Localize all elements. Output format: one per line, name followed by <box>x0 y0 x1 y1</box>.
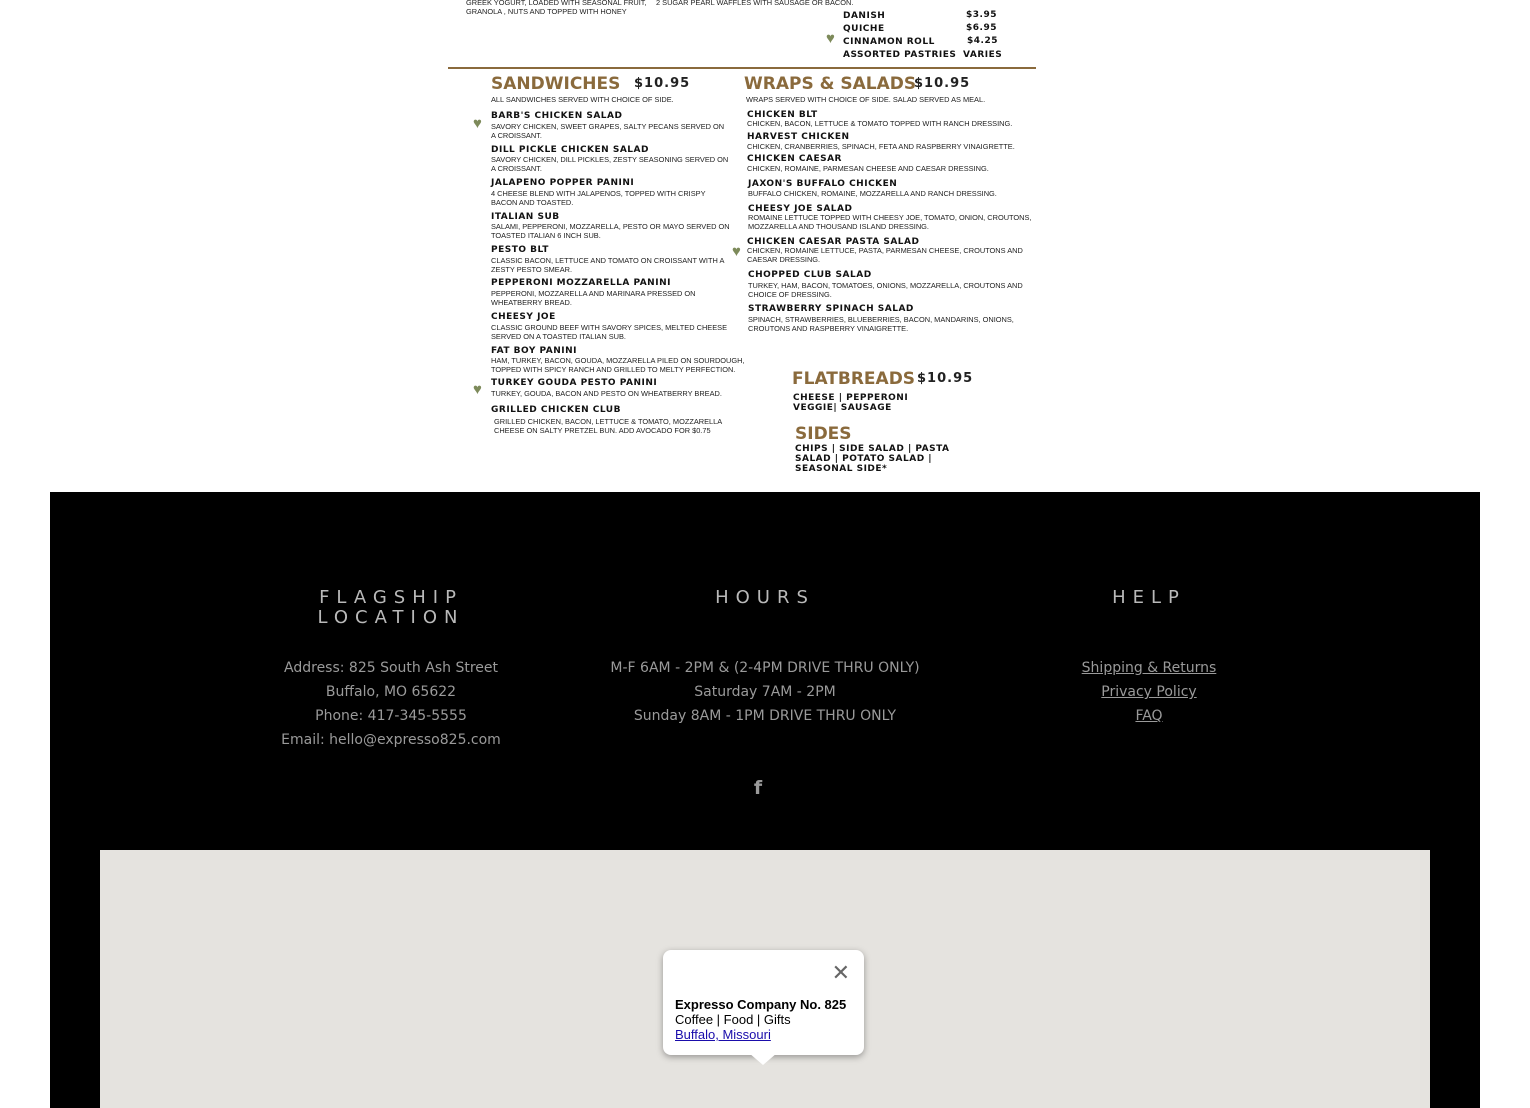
sides-options: SEASONAL SIDE* <box>795 464 888 474</box>
footer <box>50 492 1480 1108</box>
menu-item-desc: CHICKEN, ROMAINE, PARMESAN CHEESE AND CAESAR DRESSING. <box>747 164 989 173</box>
sides-options: SALAD | POTATO SALAD | <box>795 454 933 464</box>
map-info-window <box>663 950 864 1055</box>
menu-item-desc: CLASSIC BACON, LETTUCE AND TOMATO ON CROISSANT WITH A <box>491 256 725 265</box>
hours-title: HOURS <box>715 587 815 608</box>
pastry-price: $3.95 <box>966 10 997 20</box>
pastry-name: ASSORTED PASTRIES <box>843 50 957 60</box>
sandwiches-title: SANDWICHES <box>491 74 621 94</box>
menu-item-desc: SAVORY CHICKEN, SWEET GRAPES, SALTY PECANS SERVED ON <box>491 122 725 131</box>
menu-item-desc: TOPPED WITH SPICY RANCH AND GRILLED TO MELTY PERFECTION. <box>491 365 736 374</box>
help-column <box>999 588 1299 728</box>
heart-icon: ♥ <box>473 381 482 398</box>
sandwiches-note: ALL SANDWICHES SERVED WITH CHOICE OF SIDE. <box>491 95 674 104</box>
menu-item-desc: BUFFALO CHICKEN, ROMAINE, MOZZARELLA AND RANCH DRESSING. <box>748 189 997 198</box>
flatbreads-price: $10.95 <box>917 371 974 386</box>
shipping-returns-link[interactable]: Shipping & Returns <box>1081 660 1217 676</box>
menu-item-desc: A CROISSANT. <box>491 164 542 173</box>
pastry-name: CINNAMON ROLL <box>843 37 935 47</box>
pastry-name: DANISH <box>843 11 886 21</box>
breakfast-desc-line: GREEK YOGURT, LOADED WITH SEASONAL FRUIT, <box>466 0 647 7</box>
pastry-price: $4.25 <box>967 36 998 46</box>
menu-item-name: CHEESY JOE <box>491 312 556 322</box>
privacy-policy-link[interactable]: Privacy Policy <box>1101 684 1197 700</box>
menu-item-desc: CHEESE ON SALTY PRETZEL BUN. ADD AVOCADO FOR $0.75 <box>494 426 711 435</box>
facebook-icon[interactable]: f <box>753 777 763 799</box>
flatbreads-title: FLATBREADS <box>792 369 916 389</box>
hours-saturday: Saturday 7AM - 2PM <box>694 684 836 700</box>
menu-item-name: BARB'S CHICKEN SALAD <box>491 111 623 121</box>
menu-item-name: CHOPPED CLUB SALAD <box>748 270 872 280</box>
sides-title: SIDES <box>795 424 852 444</box>
hours-column <box>565 588 965 728</box>
menu-item-name: JALAPENO POPPER PANINI <box>491 178 635 188</box>
menu-item-desc: CHICKEN, BACON, LETTUCE & TOMATO TOPPED WITH RANCH DRESSING. <box>747 119 1013 128</box>
address-text: Address: 825 South Ash Street <box>284 660 498 676</box>
sides-options: CHIPS | SIDE SALAD | PASTA <box>795 444 950 454</box>
menu-item-desc: CHICKEN, CRANBERRIES, SPINACH, FETA AND RASPBERRY VINAIGRETTE. <box>747 142 1015 151</box>
flatbreads-options: CHEESE | PEPPERONI <box>793 393 909 403</box>
close-icon[interactable]: ✕ <box>831 960 850 985</box>
menu-item-desc: A CROISSANT. <box>491 131 542 140</box>
menu-item-desc: PEPPERONI, MOZZARELLA AND MARINARA PRESSED ON <box>491 289 696 298</box>
menu-item-name: ITALIAN SUB <box>491 212 560 222</box>
wraps-title: WRAPS & SALADS <box>744 74 917 94</box>
menu-item-desc: ZESTY PESTO SMEAR. <box>491 265 573 274</box>
menu-item-name: CHICKEN CAESAR <box>747 154 842 164</box>
menu-item-name: PEPPERONI MOZZARELLA PANINI <box>491 278 671 288</box>
menu-item-name: GRILLED CHICKEN CLUB <box>491 405 621 415</box>
menu-item-desc: MOZZARELLA AND THOUSAND ISLAND DRESSING. <box>748 222 929 231</box>
pastry-name: QUICHE <box>843 24 885 34</box>
menu-item-desc: TOASTED ITALIAN 6 INCH SUB. <box>491 231 601 240</box>
pastry-price: VARIES <box>963 50 1003 60</box>
email-text: Email: hello@expresso825.com <box>281 732 501 748</box>
location-column <box>241 588 541 752</box>
popup-location-link[interactable]: Buffalo, Missouri <box>675 1027 771 1042</box>
pastry-price: $6.95 <box>966 23 997 33</box>
menu-item-desc: TURKEY, GOUDA, BACON AND PESTO ON WHEATBERRY BREAD. <box>491 389 722 398</box>
faq-link[interactable]: FAQ <box>1135 708 1163 724</box>
menu-item-desc: CHICKEN, ROMAINE LETTUCE, PASTA, PARMESAN CHEESE, CROUTONS AND <box>747 246 1023 255</box>
city-text: Buffalo, MO 65622 <box>325 684 457 700</box>
menu-item-desc: CLASSIC GROUND BEEF WITH SAVORY SPICES, MELTED CHEESE <box>491 323 728 332</box>
menu-item-desc: ROMAINE LETTUCE TOPPED WITH CHEESY JOE, TOMATO, ONION, CROUTONS, <box>748 213 1032 222</box>
menu-item-desc: GRILLED CHICKEN, BACON, LETTUCE & TOMATO, MOZZARELLA <box>494 417 723 426</box>
menu-item-name: CHICKEN CAESAR PASTA SALAD <box>747 237 920 247</box>
menu-item-desc: SALAMI, PEPPERONI, MOZZARELLA, PESTO OR MAYO SERVED ON <box>491 222 730 231</box>
menu-item-name: JAXON'S BUFFALO CHICKEN <box>748 179 898 189</box>
heart-icon: ♥ <box>826 30 835 47</box>
help-title: HELP <box>1112 587 1186 608</box>
menu-item-name: PESTO BLT <box>491 245 549 255</box>
breakfast-desc-line: GRANOLA , NUTS AND TOPPED WITH HONEY <box>466 7 627 16</box>
heart-icon: ♥ <box>732 243 741 260</box>
menu-item-desc: WHEATBERRY BREAD. <box>491 298 572 307</box>
hours-weekday: M-F 6AM - 2PM & (2-4PM DRIVE THRU ONLY) <box>610 660 920 676</box>
menu-image <box>0 0 1530 492</box>
sandwiches-price: $10.95 <box>634 76 691 91</box>
menu-item-desc: CHOICE OF DRESSING. <box>748 290 832 299</box>
menu-item-name: TURKEY GOUDA PESTO PANINI <box>491 378 658 388</box>
hours-sunday: Sunday 8AM - 1PM DRIVE THRU ONLY <box>633 708 897 724</box>
wraps-note: WRAPS SERVED WITH CHOICE OF SIDE. SALAD SERVED AS MEAL. <box>746 95 986 104</box>
location-title: LOCATION <box>317 607 465 628</box>
popup-subtitle: Coffee | Food | Gifts <box>675 1012 791 1027</box>
wraps-price: $10.95 <box>914 76 971 91</box>
menu-divider <box>448 67 1036 69</box>
menu-item-name: CHEESY JOE SALAD <box>748 204 853 214</box>
location-title: FLAGSHIP <box>319 587 463 608</box>
waffle-desc: 2 SUGAR PEARL WAFFLES WITH SAUSAGE OR BACON. <box>656 0 854 7</box>
phone-text: Phone: 417-345-5555 <box>315 708 467 724</box>
menu-item-desc: SERVED ON A TOASTED ITALIAN SUB. <box>491 332 626 341</box>
menu-item-desc: CAESAR DRESSING. <box>747 255 821 264</box>
menu-item-name: HARVEST CHICKEN <box>747 132 850 142</box>
menu-item-name: DILL PICKLE CHICKEN SALAD <box>491 145 649 155</box>
menu-item-name: STRAWBERRY SPINACH SALAD <box>748 304 914 314</box>
menu-item-desc: SPINACH, STRAWBERRIES, BLUEBERRIES, BACON, MANDARINS, ONIONS, <box>748 315 1014 324</box>
popup-title: Expresso Company No. 825 <box>675 997 847 1012</box>
menu-item-desc: BACON AND TOASTED. <box>491 198 574 207</box>
map[interactable] <box>100 850 1430 1108</box>
menu-item-desc: HAM, TURKEY, BACON, GOUDA, MOZZARELLA PILED ON SOURDOUGH, <box>491 356 745 365</box>
menu-item-desc: SAVORY CHICKEN, DILL PICKLES, ZESTY SEASONING SERVED ON <box>491 155 729 164</box>
flatbreads-options: VEGGIE| SAUSAGE <box>793 403 892 413</box>
heart-icon: ♥ <box>473 115 482 132</box>
menu-item-desc: 4 CHEESE BLEND WITH JALAPENOS, TOPPED WITH CRISPY <box>491 189 706 198</box>
menu-item-desc: TURKEY, HAM, BACON, TOMATOES, ONIONS, MOZZARELLA, CROUTONS AND <box>748 281 1023 290</box>
menu-item-name: CHICKEN BLT <box>747 110 818 120</box>
popup-pointer <box>749 1053 777 1065</box>
menu-item-name: FAT BOY PANINI <box>491 346 577 356</box>
menu-item-desc: CROUTONS AND RASPBERRY VINAIGRETTE. <box>748 324 909 333</box>
